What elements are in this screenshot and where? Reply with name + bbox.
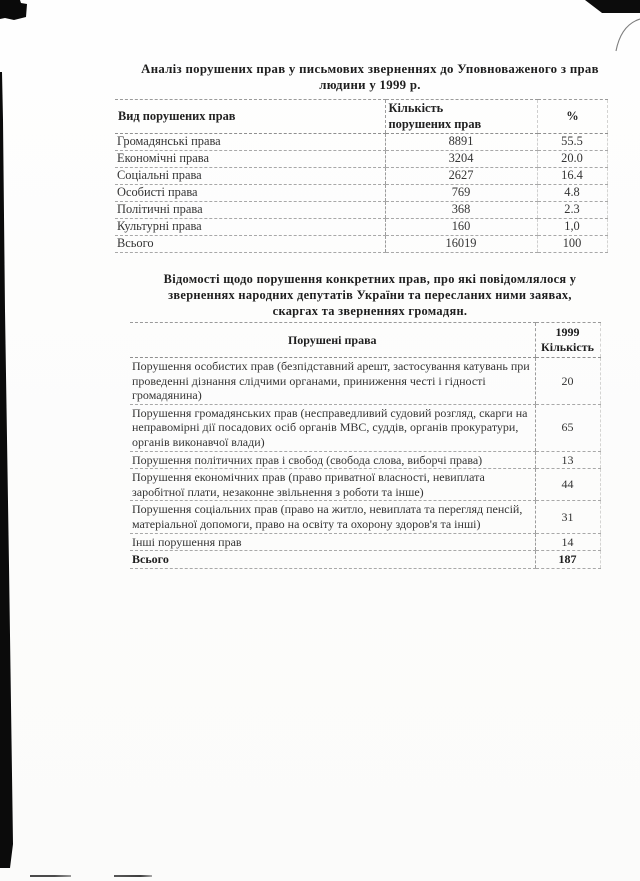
column-header-type: Вид порушених прав <box>115 100 385 134</box>
percent-cell: 100 <box>537 236 607 253</box>
violation-label-cell: Порушення політичних прав і свобод (свобода слова, виборчі права) <box>130 451 535 469</box>
violation-label-cell: Порушення соціальних прав (право на житло, невиплата та перегляд пенсій, матеріальної допомоги, право на освіту та охорону здоров'я та інші) <box>130 501 535 533</box>
count-cell: 16019 <box>385 236 537 253</box>
table-total-row <box>130 551 600 569</box>
table-row <box>115 185 607 202</box>
violated-rights-summary-table <box>115 99 608 253</box>
table-header-row <box>115 100 607 134</box>
count-cell: 65 <box>535 404 600 451</box>
table-row <box>130 404 600 451</box>
count-cell: 31 <box>535 501 600 533</box>
count-cell: 20 <box>535 358 600 405</box>
right-type-cell: Всього <box>115 236 385 253</box>
column-header-count <box>385 100 537 134</box>
violation-label-cell: Порушення економічних прав (право приватної власності, невиплата заробітної плати, незаконне звільнення з роботи та інше) <box>130 469 535 501</box>
table-row <box>130 501 600 533</box>
table-row <box>115 202 607 219</box>
count-cell: 368 <box>385 202 537 219</box>
count-cell: 187 <box>535 551 600 569</box>
column-header-count-line2: порушених прав <box>388 116 482 131</box>
count-cell: 3204 <box>385 151 537 168</box>
table-row <box>130 451 600 469</box>
table-row <box>115 134 607 151</box>
count-cell: 8891 <box>385 134 537 151</box>
column-header-violated-rights: Порушені права <box>130 323 535 358</box>
percent-cell: 20.0 <box>537 151 607 168</box>
table-row <box>130 469 600 501</box>
column-header-count-line1: Кількість <box>388 101 444 115</box>
count-cell: 44 <box>535 469 600 501</box>
scan-artifact-bottom-dash <box>30 875 71 877</box>
violation-label-cell: Порушення громадянських прав (несправедливий судовий розгляд, скарги на неправомірні дії посадових осіб органів МВС, суддів, органів прокуратури, органів виконавчої влади) <box>130 404 535 451</box>
count-cell: 769 <box>385 185 537 202</box>
scan-artifact-top-right-wedge <box>585 0 640 13</box>
violation-label-cell: Порушення особистих прав (безпідставний арешт, застосування катувань при проведенні дізнання слідчими органами, приниження честі і гідності громадянина) <box>130 358 535 405</box>
analysis-title <box>105 61 635 93</box>
analysis-title-line1: Аналіз порушених прав у письмових зверненнях до Уповноваженого з прав <box>141 62 599 76</box>
right-type-cell: Політичні права <box>115 202 385 219</box>
details-title <box>110 271 630 319</box>
percent-cell: 16.4 <box>537 168 607 185</box>
details-title-line2: зверненнях народних депутатів України та пересланих ними заявах, <box>168 288 572 302</box>
specific-violations-table <box>130 322 601 569</box>
percent-cell: 4.8 <box>537 185 607 202</box>
table-total-row <box>115 236 607 253</box>
right-type-cell: Особисті права <box>115 185 385 202</box>
table-header-row <box>130 323 600 358</box>
table-row <box>115 219 607 236</box>
scan-artifact-top-left-blob <box>0 0 28 21</box>
violation-label-cell: Всього <box>130 551 535 569</box>
scan-artifact-bottom-dash <box>114 875 152 877</box>
right-type-cell: Громадянські права <box>115 134 385 151</box>
percent-cell: 1,0 <box>537 219 607 236</box>
page-curl-line <box>570 14 640 56</box>
table-row <box>115 151 607 168</box>
table-row <box>130 533 600 551</box>
analysis-title-line2: людини у 1999 р. <box>319 78 421 92</box>
percent-cell: 2.3 <box>537 202 607 219</box>
count-cell: 13 <box>535 451 600 469</box>
count-cell: 14 <box>535 533 600 551</box>
violation-label-cell: Інші порушення прав <box>130 533 535 551</box>
column-header-year: 1999 <box>555 325 580 340</box>
percent-cell: 55.5 <box>537 134 607 151</box>
right-type-cell: Соціальні права <box>115 168 385 185</box>
column-header-year-count <box>535 323 600 358</box>
table-row <box>115 168 607 185</box>
right-type-cell: Економічні права <box>115 151 385 168</box>
scan-artifact-spine-bar <box>0 72 14 868</box>
table-row <box>130 358 600 405</box>
details-title-line1: Відомості щодо порушення конкретних прав, про які повідомлялося у <box>163 272 577 286</box>
count-cell: 2627 <box>385 168 537 185</box>
details-title-line3: скаргах та зверненнях громадян. <box>272 304 468 318</box>
column-header-count-label: Кількість <box>541 340 594 354</box>
count-cell: 160 <box>385 219 537 236</box>
column-header-percent: % <box>537 100 607 134</box>
right-type-cell: Культурні права <box>115 219 385 236</box>
